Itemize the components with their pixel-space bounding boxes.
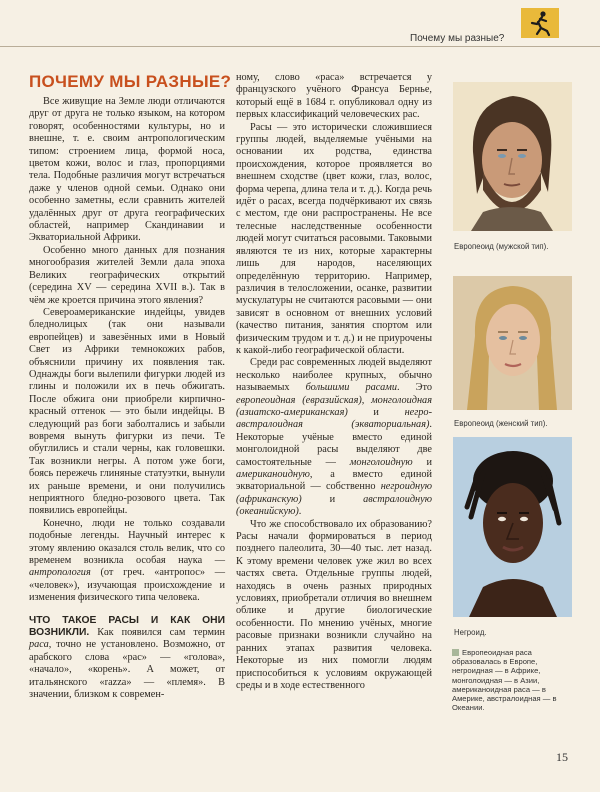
running-figure-icon [521, 8, 559, 38]
text-column-2 [236, 72, 432, 692]
note-marker-icon [452, 649, 459, 656]
header-divider [0, 46, 600, 47]
paragraph: Что же способствовало их образованию? Расы начали формироваться в период позднего палеолита, 30—40 тыс. лет назад. К этому времени человек уже жил во всех частях света. Отдельные группы людей, находясь в очень разных природных условиях, приобретали отличия во внешнем облике и другие биологические особенности. По мнению учёных, многие расовые признаки возникли случайно на ранних этапах развития человека. Некоторые из них помогли людям приспособиться к условиям окружающей среды и в ходе естественного [236, 518, 432, 691]
page-title: ПОЧЕМУ МЫ РАЗНЫЕ? [29, 72, 232, 91]
paragraph: Североамериканские индейцы, увидев бледнолицых (так они называли европейцев) и завезённых ими в Новый Свет из Африки темнокожих рабов, объяснили причину их появления так. Однажды боги вылепили фигурки людей из глины и положили их в печь обжигать. После обжига они приобрели кирпично-красный оттенок — это были индейцы. В следующий раз боги заболтались и забыли вовремя вынуть фигурки из печи. Те обуглились и стали черны, как головешки. Так возникли негры. А потом уже боги, боясь пережечь глиняные статуэтки, вынули их раньше времени, и они получились неприятного бледно-розового цвета. Так появились европейцы. [29, 306, 225, 517]
text-column-1 [29, 96, 225, 702]
side-note: Европеоидная раса образовалась в Европе, негроидная — в Африке, монголоидная — в Азии, американоидная раса — в Америке, австралоидная — в Океании. [452, 648, 557, 713]
caption-european-man: Европеоид (мужской тип). [454, 242, 549, 251]
page-number: 15 [556, 750, 568, 764]
caption-negroid: Негроид. [454, 628, 487, 637]
caption-european-woman: Европеоид (женский тип). [454, 419, 548, 428]
term-anthropology: антропология [29, 567, 91, 579]
european-woman-portrait [453, 276, 572, 410]
european-man-portrait [453, 82, 572, 231]
term-race: раса [29, 639, 49, 651]
paragraph: Расы — это исторически сложившиеся группы людей, выделяемые учёными на основании их родства, единства происхождения, которое проявляется во внешнем сходстве (цвет кожи, глаз, волос, форма черепа, длина тела и т. д.). Когда речь идёт о расах, всегда подчёркивают их связь с местом, где они распространены. Не все телесные наследственные особенности людей могут считаться расовыми. Таковыми являются те из них, которые характерны лишь для народов, населяющих определённую территорию. Например, различия в телосложении, осанке, развитии мускулатуры не считаются расовыми — они зависят в основном от внешних условий (качество питания, занятия спортом или физическим трудом и т. д.) и не приурочены к какой-либо географической области. [236, 121, 432, 356]
running-header: Почему мы разные? [410, 33, 505, 44]
paragraph: ному, слово «раса» встречается у французского учёного Франсуа Бернье, который ещё в 1684 г. опубликовал одну из первых классификаций человеческих рас. [236, 72, 432, 121]
paragraph: Все живущие на Земле люди отличаются друг от друга не только языком, на котором говорят, особенностями культуры, но и внешне, т. е. своим антропологическим типом: строением лица, формой носа, цветом кожи, волос и глаз, пропорциями тела. Подобные различия могут встречаться даже у членов одной семьи. Однако они особенно заметны, если сравнить жителей удалённых друг от друга географических областей, например Скандинавии и Экваториальной Африки. [29, 96, 225, 244]
paragraph: Конечно, люди не только создавали подобные легенды. Научный интерес к этому явлению оказался столь велик, что со временем возникла особая наука — антропология (от греч. «антропос» — «человек»), изучающая происхождение и изменения физического типа человека. [29, 517, 225, 604]
negroid-woman-portrait [453, 437, 572, 617]
section-subheading: ЧТО ТАКОЕ РАСЫ И КАК ОНИ ВОЗНИКЛИ. [29, 614, 225, 639]
paragraph: Среди рас современных людей выделяют несколько наиболее крупных, обычно называемых большими расами. Это европеоидная (евразийская), монголоидная (азиатско-американская) и негро-австралоидная (экваториальная). Некоторые учёные вместо единой монголоидной расы выделяют две самостоятельные — монголоидную и американоидную, а вместо единой экваториальной — собственно негроидную (африканскую) и австралоидную (океанийскую). [236, 357, 432, 518]
paragraph: ЧТО ТАКОЕ РАСЫ И КАК ОНИ ВОЗНИКЛИ. Как появился сам термин раса, точно не установлено. Возможно, от арабского слова «рас» — «голова», «начало», «корень». А может, от итальянского «razza» — «племя». В значении, близком к современ- [29, 614, 225, 701]
paragraph: Особенно много данных для познания многообразия жителей Земли дала эпоха Великих географических открытий (середина XV — середина XVII в.). Так в чём же кроется причина этого явления? [29, 244, 225, 306]
